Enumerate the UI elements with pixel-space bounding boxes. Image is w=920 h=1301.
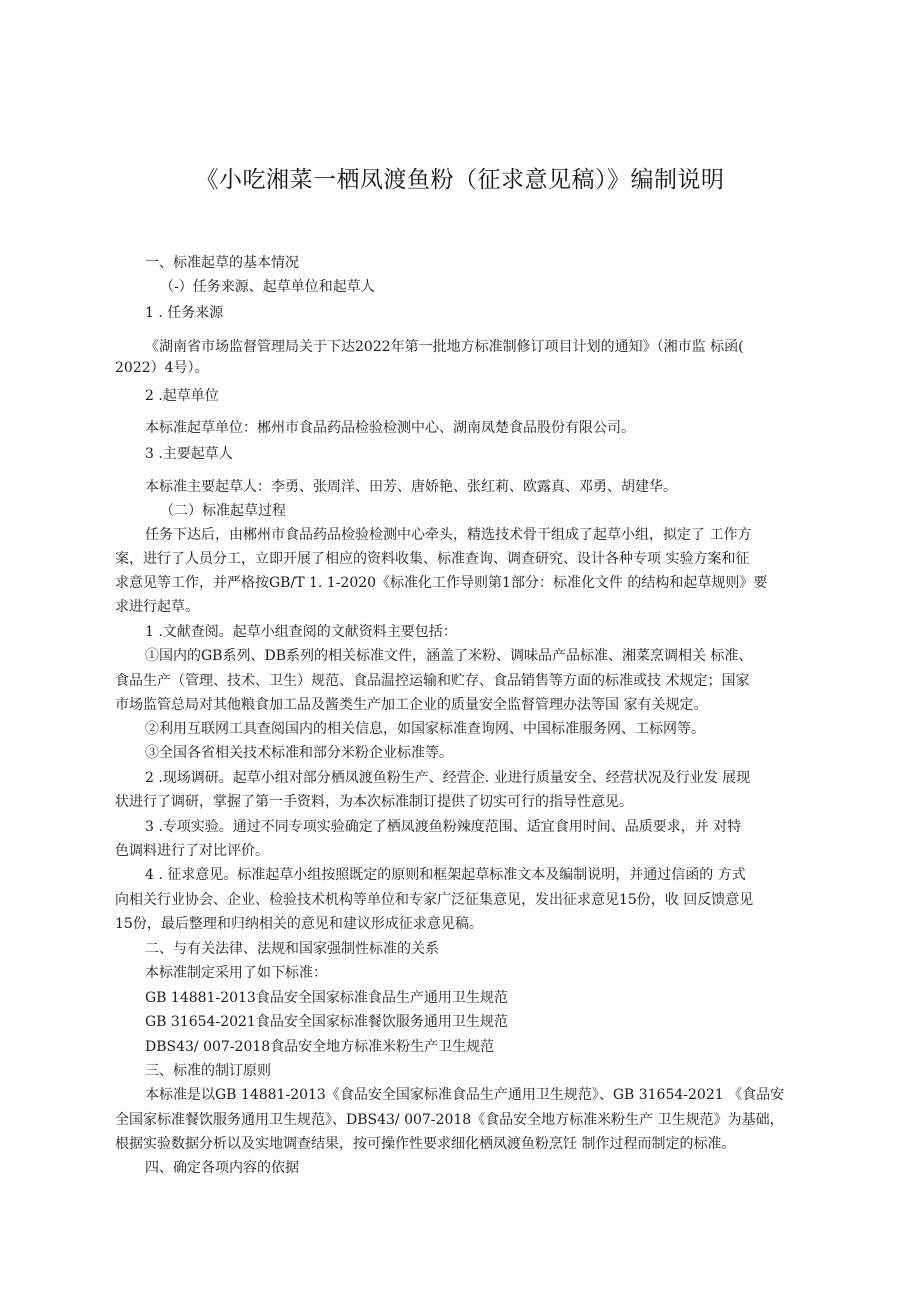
- literature-intro: 1 .文献查阅。起草小组查阅的文献资料主要包括：: [145, 624, 457, 640]
- item-1-label: 1 . 任务来源: [145, 305, 224, 321]
- opinion-line-1: 4 . 征求意见。标准起草小组按照既定的原则和框架起草标准文本及编制说明，并通过信函的 方式: [145, 867, 746, 883]
- standard-1: GB 14881-2013食品安全国家标准食品生产通用卫生规范: [145, 990, 508, 1006]
- section-2-intro: 本标准制定采用了如下标准：: [145, 965, 327, 981]
- notice-line-1: 《湖南省市场监督管理局关于下达2022年第一批地方标准制修订项目计划的通知》（湘市监 标函(: [145, 339, 744, 355]
- item-2-label: 2 .起草单位: [145, 388, 219, 404]
- item-3-label: 3 .主要起草人: [145, 446, 233, 462]
- principle-line-1: 本标准是以GB 14881-2013《食品安全国家标准食品生产通用卫生规范》、GB 31654-2021 《食品安: [145, 1087, 785, 1103]
- drafting-units: 本标准起草单位：郴州市食品药品检验检测中心、湖南凤楚食品股份有限公司。: [145, 420, 635, 436]
- process-line-2: 案，进行了人员分工，立即开展了相应的资料收集、标准查询、调查研究、设计各种专项 实验方案和征: [115, 551, 750, 567]
- experiment-line-1: 3 .专项实验。通过不同专项实验确定了栖凤渡鱼粉辣度范围、适宜食用时间、品质要求，并 对特: [145, 819, 742, 835]
- process-line-4: 求进行起草。: [115, 599, 199, 615]
- process-line-3: 求意见等工作，并严格按GB/T 1. 1-2020《标准化工作导则第1部分：标准化文件 的结构和起草规则》要: [115, 575, 768, 591]
- opinion-line-3: 15份，最后整理和归纳相关的意见和建议形成征求意见稿。: [115, 916, 483, 932]
- process-line-1: 任务下达后，由郴州市食品药品检验检测中心牵头，精选技术骨干组成了起草小组，拟定了 工作方: [145, 527, 752, 543]
- survey-line-2: 状进行了调研，掌握了第一手资料，为本次标准制订提供了切实可行的指导性意见。: [115, 794, 633, 810]
- standard-3: DBS43/ 007-2018食品安全地方标准米粉生产卫生规范: [145, 1039, 495, 1055]
- principle-line-3: 根据实验数据分析以及实地调查结果，按可操作性要求细化栖凤渡鱼粉烹饪 制作过程而制定的标准。: [115, 1136, 736, 1152]
- drafters: 本标准主要起草人：李勇、张周洋、田芳、唐娇艳、张红莉、欧露真、邓勇、胡建华。: [145, 479, 677, 495]
- section-1-heading: 一、标准起草的基本情况: [145, 255, 299, 271]
- literature-2: ②利用互联网工具查阅国内的相关信息，如国家标准查询网、中国标准服务网、工标网等。: [145, 721, 705, 737]
- subsection-2-heading: （二）标准起草过程: [160, 503, 286, 519]
- section-4-heading: 四、确定各项内容的依据: [145, 1160, 299, 1176]
- literature-1-line-1: ①国内的GB系列、DB系列的相关标准文件，涵盖了米粉、调味品产品标准、湘菜烹调相关 标准、: [145, 648, 753, 664]
- opinion-line-2: 向相关行业协会、企业、检验技术机构等单位和专家广泛征集意见，发出征求意见15份，收 回反馈意见: [115, 892, 754, 908]
- subsection-1-heading: （-）任务来源、起草单位和起草人: [160, 279, 375, 295]
- notice-line-2: 2022）4号）。: [115, 360, 209, 376]
- section-3-heading: 三、标准的制订原则: [145, 1063, 271, 1079]
- literature-1-line-2: 食品生产（管理、技术、卫生）规范、食品温控运输和贮存、食品销售等方面的标准或技 术规定；国家: [115, 673, 750, 689]
- survey-line-1: 2 .现场调研。起草小组对部分栖凤渡鱼粉生产、经营企. 业进行质量安全、经营状况及行业发 展现: [145, 770, 751, 786]
- standard-2: GB 31654-2021食品安全国家标准餐饮服务通用卫生规范: [145, 1014, 508, 1030]
- literature-1-line-3: 市场监管总局对其他粮食加工品及酱类生产加工企业的质量安全监督管理办法等国 家有关规定。: [115, 697, 708, 713]
- section-2-heading: 二、与有关法律、法规和国家强制性标准的关系: [145, 941, 439, 957]
- literature-3: ③全国各省相关技术标准和部分米粉企业标准等。: [145, 745, 453, 761]
- document-title: 《小吃湘菜一栖凤渡鱼粉（征求意见稿）》编制说明: [195, 167, 725, 193]
- principle-line-2: 全国家标准餐饮服务通用卫生规范》、DBS43/ 007-2018《食品安全地方标准米粉生产 卫生规范》为基础，: [115, 1112, 784, 1128]
- experiment-line-2: 色调料进行了对比评价。: [115, 843, 269, 859]
